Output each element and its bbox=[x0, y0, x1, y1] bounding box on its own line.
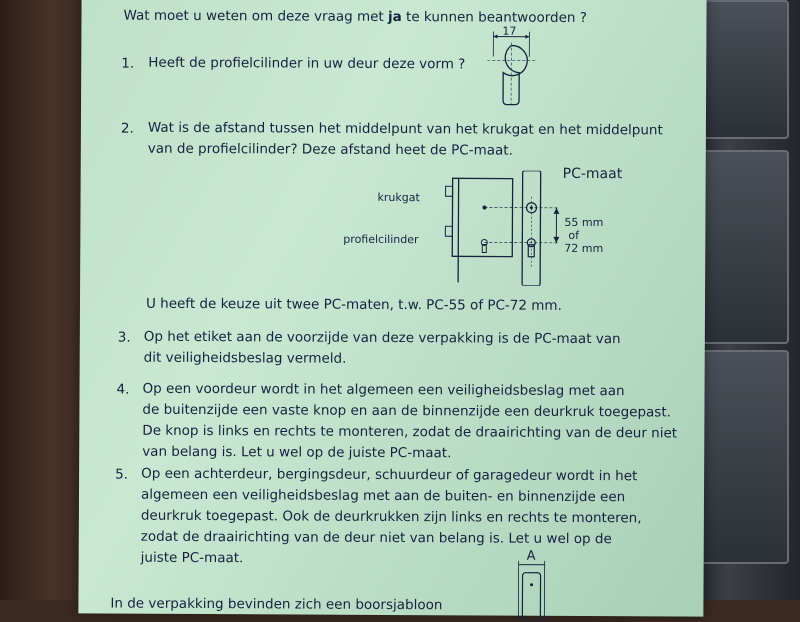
item-5-text: Op een achterdeur, bergingsdeur, schuurdeur of garagedeur wordt in het algemeen een veiligheidsbeslag met aan de buiten- en binnenzijde een deurkruk toegepast. Ook de deurkrukken zijn links en rechts te monteren, zodat de draairichting van de deur niet van belang is. Let u wel op de juiste PC-maat. bbox=[141, 464, 642, 572]
label-krukgat: krukgat bbox=[378, 191, 420, 204]
measure-72: 72 mm bbox=[564, 242, 603, 255]
dimension-17: 17 bbox=[502, 25, 516, 38]
background-left bbox=[0, 0, 90, 600]
item-1-text: Heeft de profielcilinder in uw deur deze vorm ? bbox=[148, 53, 465, 76]
item-4-text: Op een voordeur wordt in het algemeen een veiligheidsbeslag met aan de buitenzijde een vaste knop en aan de binnenzijde een deurkruk toegepast. De knop is links en rechts te monteren, zodat de draairichting van de deur niet van belang is. Let u wel op de juiste PC-maat. bbox=[142, 379, 677, 466]
cylinder-profile-diagram bbox=[481, 28, 541, 108]
pc-maat-title: PC-maat bbox=[563, 164, 623, 185]
pc-choice-text: U heeft de keuze uit twee PC-maten, t.w. PC-55 of PC-72 mm. bbox=[146, 294, 562, 317]
item-1-number: 1. bbox=[121, 56, 134, 72]
bottom-partial-text: In de verpakking bevinden zich een boorsjabloon bbox=[110, 594, 442, 617]
lock-diagram bbox=[440, 170, 566, 286]
instruction-sheet bbox=[78, 0, 706, 617]
item-5-number: 5. bbox=[115, 467, 128, 483]
drilling-template-diagram bbox=[514, 561, 554, 621]
measure-or: of bbox=[568, 229, 579, 242]
heading: Wat moet u weten om deze vraag met ja te kunnen beantwoorden ? bbox=[123, 6, 587, 29]
measure-55: 55 mm bbox=[564, 216, 603, 229]
item-2-text: Wat is de afstand tussen het middelpunt van het krukgat en het middelpunt van de profielcilinder? Deze afstand heet de PC-maat. bbox=[148, 118, 663, 163]
item-3-text: Op het etiket aan de voorzijde van deze verpakking is de PC-maat van dit veiligheidsbeslag vermeld. bbox=[144, 327, 621, 371]
dimension-a: A bbox=[527, 549, 536, 564]
label-profielcilinder: profielcilinder bbox=[343, 233, 418, 246]
item-2-number: 2. bbox=[121, 121, 134, 137]
item-3-number: 3. bbox=[118, 330, 131, 346]
item-4-number: 4. bbox=[116, 382, 129, 398]
